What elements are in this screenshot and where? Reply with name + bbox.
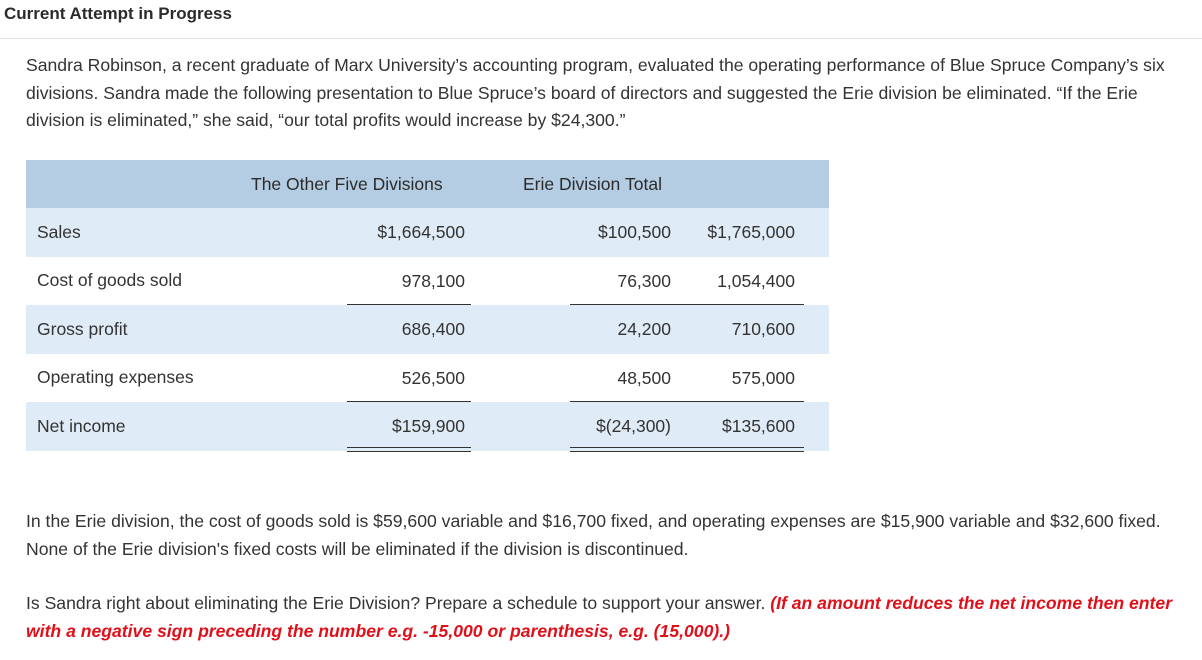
cell-total-net-income: $135,600 [757, 402, 829, 451]
row-label-net-income: Net income [26, 402, 315, 451]
table-row [26, 354, 829, 403]
intro-paragraph: Sandra Robinson, a recent graduate of Marx University’s accounting program, evaluated the operating performance of Blue Spruce Company’s six divisions. Sandra made the following presentation to Blue Spruce’s board of directors and suggested the Erie division be eliminated. “If the Erie division is eliminated,” she said, “our total profits would increase by $24,300.” [26, 55, 1165, 130]
cell-erie-gross-profit: 24,200 [547, 305, 757, 354]
question-text: Is Sandra right about eliminating the Erie Division? Prepare a schedule to support your answer. [26, 593, 766, 613]
row-label-sales: Sales [26, 208, 315, 257]
cell-total-cogs: 1,054,400 [757, 257, 829, 306]
header-bar [0, 0, 1202, 39]
column-header-erie-division: Erie Division [547, 160, 757, 208]
income-statement-table [26, 160, 829, 451]
row-label-cogs: Cost of goods sold [37, 270, 182, 291]
instruction-text: (If an amount reduces the net income then enter with a negative sign preceding the number e.g. -15,000 or parenthesis, e.g. (15,000).) [26, 593, 1173, 641]
cell-other-gross-profit: 686,400 [315, 305, 547, 354]
erie-cost-details-paragraph: In the Erie division, the cost of goods sold is $59,600 variable and $16,700 fixed, and operating expenses are $15,900 variable and $32,600 fixed. None of the Erie division's fixed costs will be eliminated if the division is discontinued. [26, 511, 1161, 559]
table-row [26, 305, 829, 354]
question-paragraph [26, 590, 1198, 645]
row-label-gross-profit: Gross profit [26, 305, 315, 354]
cell-total-operating-expenses: 575,000 [757, 354, 829, 403]
table-header-row [26, 160, 829, 208]
column-header-total: Total [757, 160, 829, 208]
cell-other-cogs: 978,100 [315, 257, 547, 306]
cell-total-sales: $1,765,000 [757, 208, 829, 257]
cell-erie-operating-expenses: 48,500 [547, 354, 757, 403]
page-title: Current Attempt in Progress [4, 4, 232, 23]
cell-other-operating-expenses: 526,500 [315, 354, 547, 403]
row-label-operating-expenses: Operating expenses [37, 367, 194, 388]
table-row [26, 208, 829, 257]
cell-total-gross-profit: 710,600 [757, 305, 829, 354]
cell-erie-sales: $100,500 [547, 208, 757, 257]
table-row [26, 402, 829, 451]
cell-other-sales: $1,664,500 [315, 208, 547, 257]
cell-other-net-income: $159,900 [315, 402, 547, 451]
cell-erie-net-income: $(24,300) [547, 402, 757, 451]
table-row [26, 257, 829, 306]
cell-erie-cogs: 76,300 [547, 257, 757, 306]
column-header-other-divisions: The Other Five Divisions [315, 160, 547, 208]
